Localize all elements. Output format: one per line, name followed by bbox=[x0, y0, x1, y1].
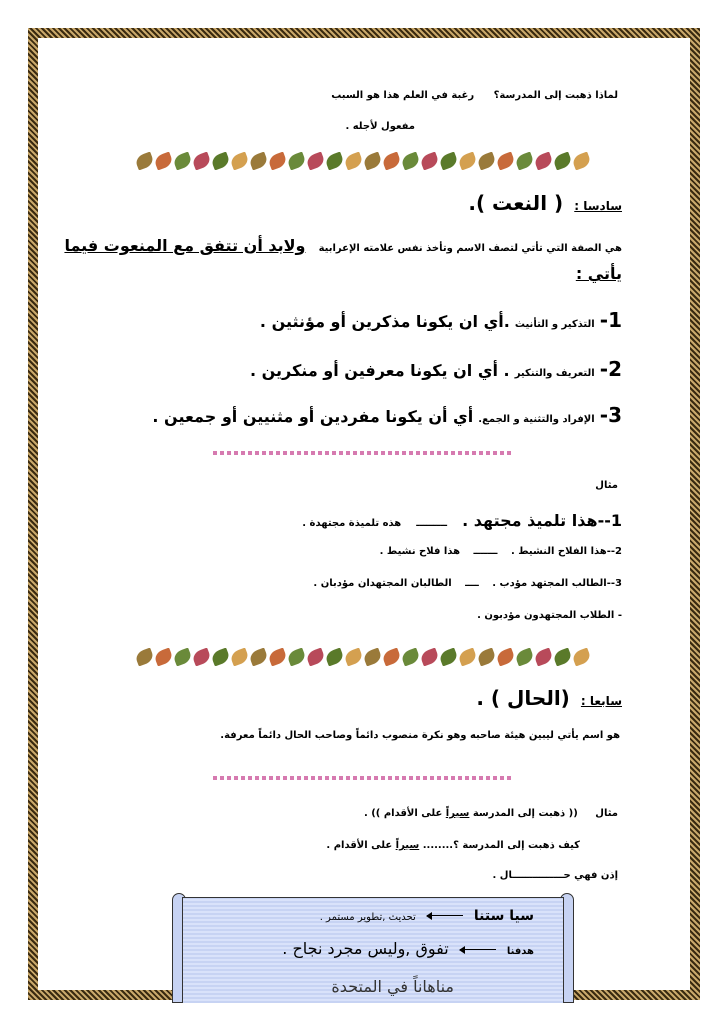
leaf-icon bbox=[210, 648, 231, 666]
leaf-icon bbox=[571, 152, 592, 170]
leaf-icon bbox=[533, 152, 554, 170]
leaf-icon bbox=[362, 152, 383, 170]
rule-number: 1- bbox=[599, 308, 622, 332]
naat-example-4: - الطلاب المجتهدون مؤدبون . bbox=[477, 610, 622, 621]
hal-example-word: سيراً bbox=[445, 808, 470, 819]
scroll-policy-value: تحديث ,تطوير مستمر . bbox=[319, 912, 416, 923]
scroll-policy-line bbox=[320, 905, 534, 924]
example-text: 1--هذا تلميذ مجتهد . bbox=[462, 511, 622, 530]
naat-example-label: مثال bbox=[595, 480, 618, 491]
example-dash: ـــــــ bbox=[473, 546, 498, 557]
dotted-divider-1 bbox=[213, 451, 513, 455]
leaf-icon bbox=[191, 648, 212, 666]
leaf-icon bbox=[153, 648, 174, 666]
leaf-icon bbox=[172, 152, 193, 170]
hal-title: (الحال ) . bbox=[476, 686, 570, 710]
scroll-banner bbox=[172, 893, 574, 1003]
example-text: 2--هذا الفلاح النشيط . bbox=[510, 546, 622, 557]
leaf-icon bbox=[136, 152, 155, 170]
naat-condition: ولابد أن تتفق مع المنعوت فيما bbox=[64, 236, 306, 255]
leaf-icon bbox=[136, 648, 155, 666]
naat-rule-2 bbox=[250, 357, 622, 381]
leaf-icon bbox=[419, 648, 440, 666]
leaf-icon bbox=[400, 152, 421, 170]
leaf-icon bbox=[305, 648, 326, 666]
leaf-icon bbox=[419, 152, 440, 170]
leaf-icon bbox=[305, 152, 326, 170]
example-text: الطالبان المجتهدان مؤدبان . bbox=[313, 578, 452, 589]
arrow-left-icon bbox=[427, 915, 463, 916]
naat-example-1 bbox=[302, 511, 622, 530]
leaf-icon bbox=[229, 648, 250, 666]
leaf-divider-middle bbox=[136, 648, 592, 666]
example-dash: ــــ bbox=[465, 578, 479, 589]
leaf-icon bbox=[438, 648, 459, 666]
leaf-icon bbox=[552, 648, 573, 666]
intro-question: لماذا ذهبت إلى المدرسة؟ bbox=[493, 90, 618, 101]
leaf-icon bbox=[286, 648, 307, 666]
leaf-icon bbox=[381, 152, 402, 170]
dotted-divider-2 bbox=[213, 776, 513, 780]
rule-explanation: . أي ان يكونا معرفين أو منكرين . bbox=[249, 361, 510, 380]
leaf-icon bbox=[267, 152, 288, 170]
leaf-icon bbox=[153, 152, 174, 170]
naat-example-3 bbox=[313, 578, 622, 589]
leaf-icon bbox=[286, 152, 307, 170]
leaf-icon bbox=[248, 152, 269, 170]
leaf-divider-top bbox=[136, 152, 592, 170]
leaf-icon bbox=[571, 648, 592, 666]
rule-explanation: أي أن يكونا مفردين أو مثنيين أو جمعين . bbox=[152, 407, 474, 426]
naat-condition-cont: يأتي : bbox=[575, 264, 622, 283]
leaf-icon bbox=[248, 648, 269, 666]
leaf-icon bbox=[343, 648, 364, 666]
leaf-icon bbox=[210, 152, 231, 170]
hal-number: سابعا : bbox=[580, 694, 622, 708]
naat-rule-3 bbox=[152, 403, 622, 427]
leaf-icon bbox=[191, 152, 212, 170]
hal-question-pre: كيف ذهبت إلى المدرسة ؟........ bbox=[422, 840, 580, 851]
hal-example-post: على الأقدام )) . bbox=[363, 808, 443, 819]
leaf-icon bbox=[362, 648, 383, 666]
intro-answer: رغبة في العلم هذا هو السبب bbox=[331, 90, 475, 101]
naat-example-2 bbox=[380, 546, 622, 557]
leaf-icon bbox=[495, 648, 516, 666]
hal-example-pre: (( ذهبت إلى المدرسة bbox=[472, 808, 578, 819]
hal-example bbox=[364, 808, 618, 819]
hal-heading bbox=[476, 686, 622, 710]
leaf-icon bbox=[495, 152, 516, 170]
hal-definition: هو اسم يأتي ليبين هيئة صاحبه وهو نكرة منصوب دائماً وصاحب الحال دائماً معرفة. bbox=[220, 730, 620, 741]
hal-question bbox=[326, 840, 580, 851]
leaf-icon bbox=[514, 648, 535, 666]
leaf-icon bbox=[324, 648, 345, 666]
leaf-icon bbox=[476, 152, 497, 170]
example-text: هذه تلميذة مجتهدة . bbox=[302, 518, 402, 529]
scroll-policy-label: سيا ستنا bbox=[473, 908, 534, 924]
rule-number: 2- bbox=[599, 357, 622, 381]
leaf-icon bbox=[457, 152, 478, 170]
leaf-icon bbox=[343, 152, 364, 170]
example-dash: ـــــــــ bbox=[416, 518, 448, 529]
leaf-icon bbox=[400, 648, 421, 666]
leaf-icon bbox=[533, 648, 554, 666]
leaf-icon bbox=[476, 648, 497, 666]
naat-definition: هي الصفة التي تأتي لتصف الاسم وتأخذ نفس علامته الإعرابية bbox=[318, 243, 622, 254]
leaf-icon bbox=[438, 152, 459, 170]
scroll-goal-value: تفوق ,وليس مجرد نجاح . bbox=[282, 939, 449, 958]
scroll-goal-line bbox=[282, 939, 534, 958]
hal-example-label: مثال bbox=[595, 808, 618, 819]
naat-definition-line bbox=[64, 236, 622, 255]
intro-line bbox=[331, 90, 618, 101]
naat-heading bbox=[468, 191, 622, 215]
leaf-icon bbox=[172, 648, 193, 666]
naat-title: ( النعت ). bbox=[468, 191, 564, 215]
example-text: 3--الطالب المجتهد مؤدب . bbox=[492, 578, 622, 589]
leaf-icon bbox=[381, 648, 402, 666]
leaf-icon bbox=[514, 152, 535, 170]
naat-rule-1 bbox=[260, 308, 622, 332]
hal-question-post: على الأقدام . bbox=[326, 840, 393, 851]
leaf-icon bbox=[229, 152, 250, 170]
rule-term: التعريف والتنكير bbox=[514, 368, 595, 379]
naat-number: سادسا : bbox=[574, 199, 622, 213]
scroll-goal-label: هدفنا bbox=[506, 946, 534, 957]
leaf-icon bbox=[552, 152, 573, 170]
arrow-left-icon bbox=[460, 949, 496, 950]
hal-conclusion: إذن فهي حـــــــــــــــال . bbox=[492, 870, 618, 881]
example-text: هذا فلاح نشيط . bbox=[379, 546, 461, 557]
intro-type: مفعول لأجله . bbox=[345, 121, 415, 132]
leaf-icon bbox=[324, 152, 345, 170]
leaf-icon bbox=[457, 648, 478, 666]
rule-explanation: .أي ان يكونا مذكرين أو مؤنثين . bbox=[259, 312, 510, 331]
rule-term: الإفراد والتثنية و الجمع. bbox=[478, 414, 595, 425]
rule-number: 3- bbox=[599, 403, 622, 427]
leaf-icon bbox=[267, 648, 288, 666]
hal-question-word: سيراً bbox=[395, 840, 420, 851]
scroll-cut-text: مناهاناً في المتحدة bbox=[331, 977, 454, 996]
rule-term: التذكير و التأنيث bbox=[514, 319, 595, 330]
